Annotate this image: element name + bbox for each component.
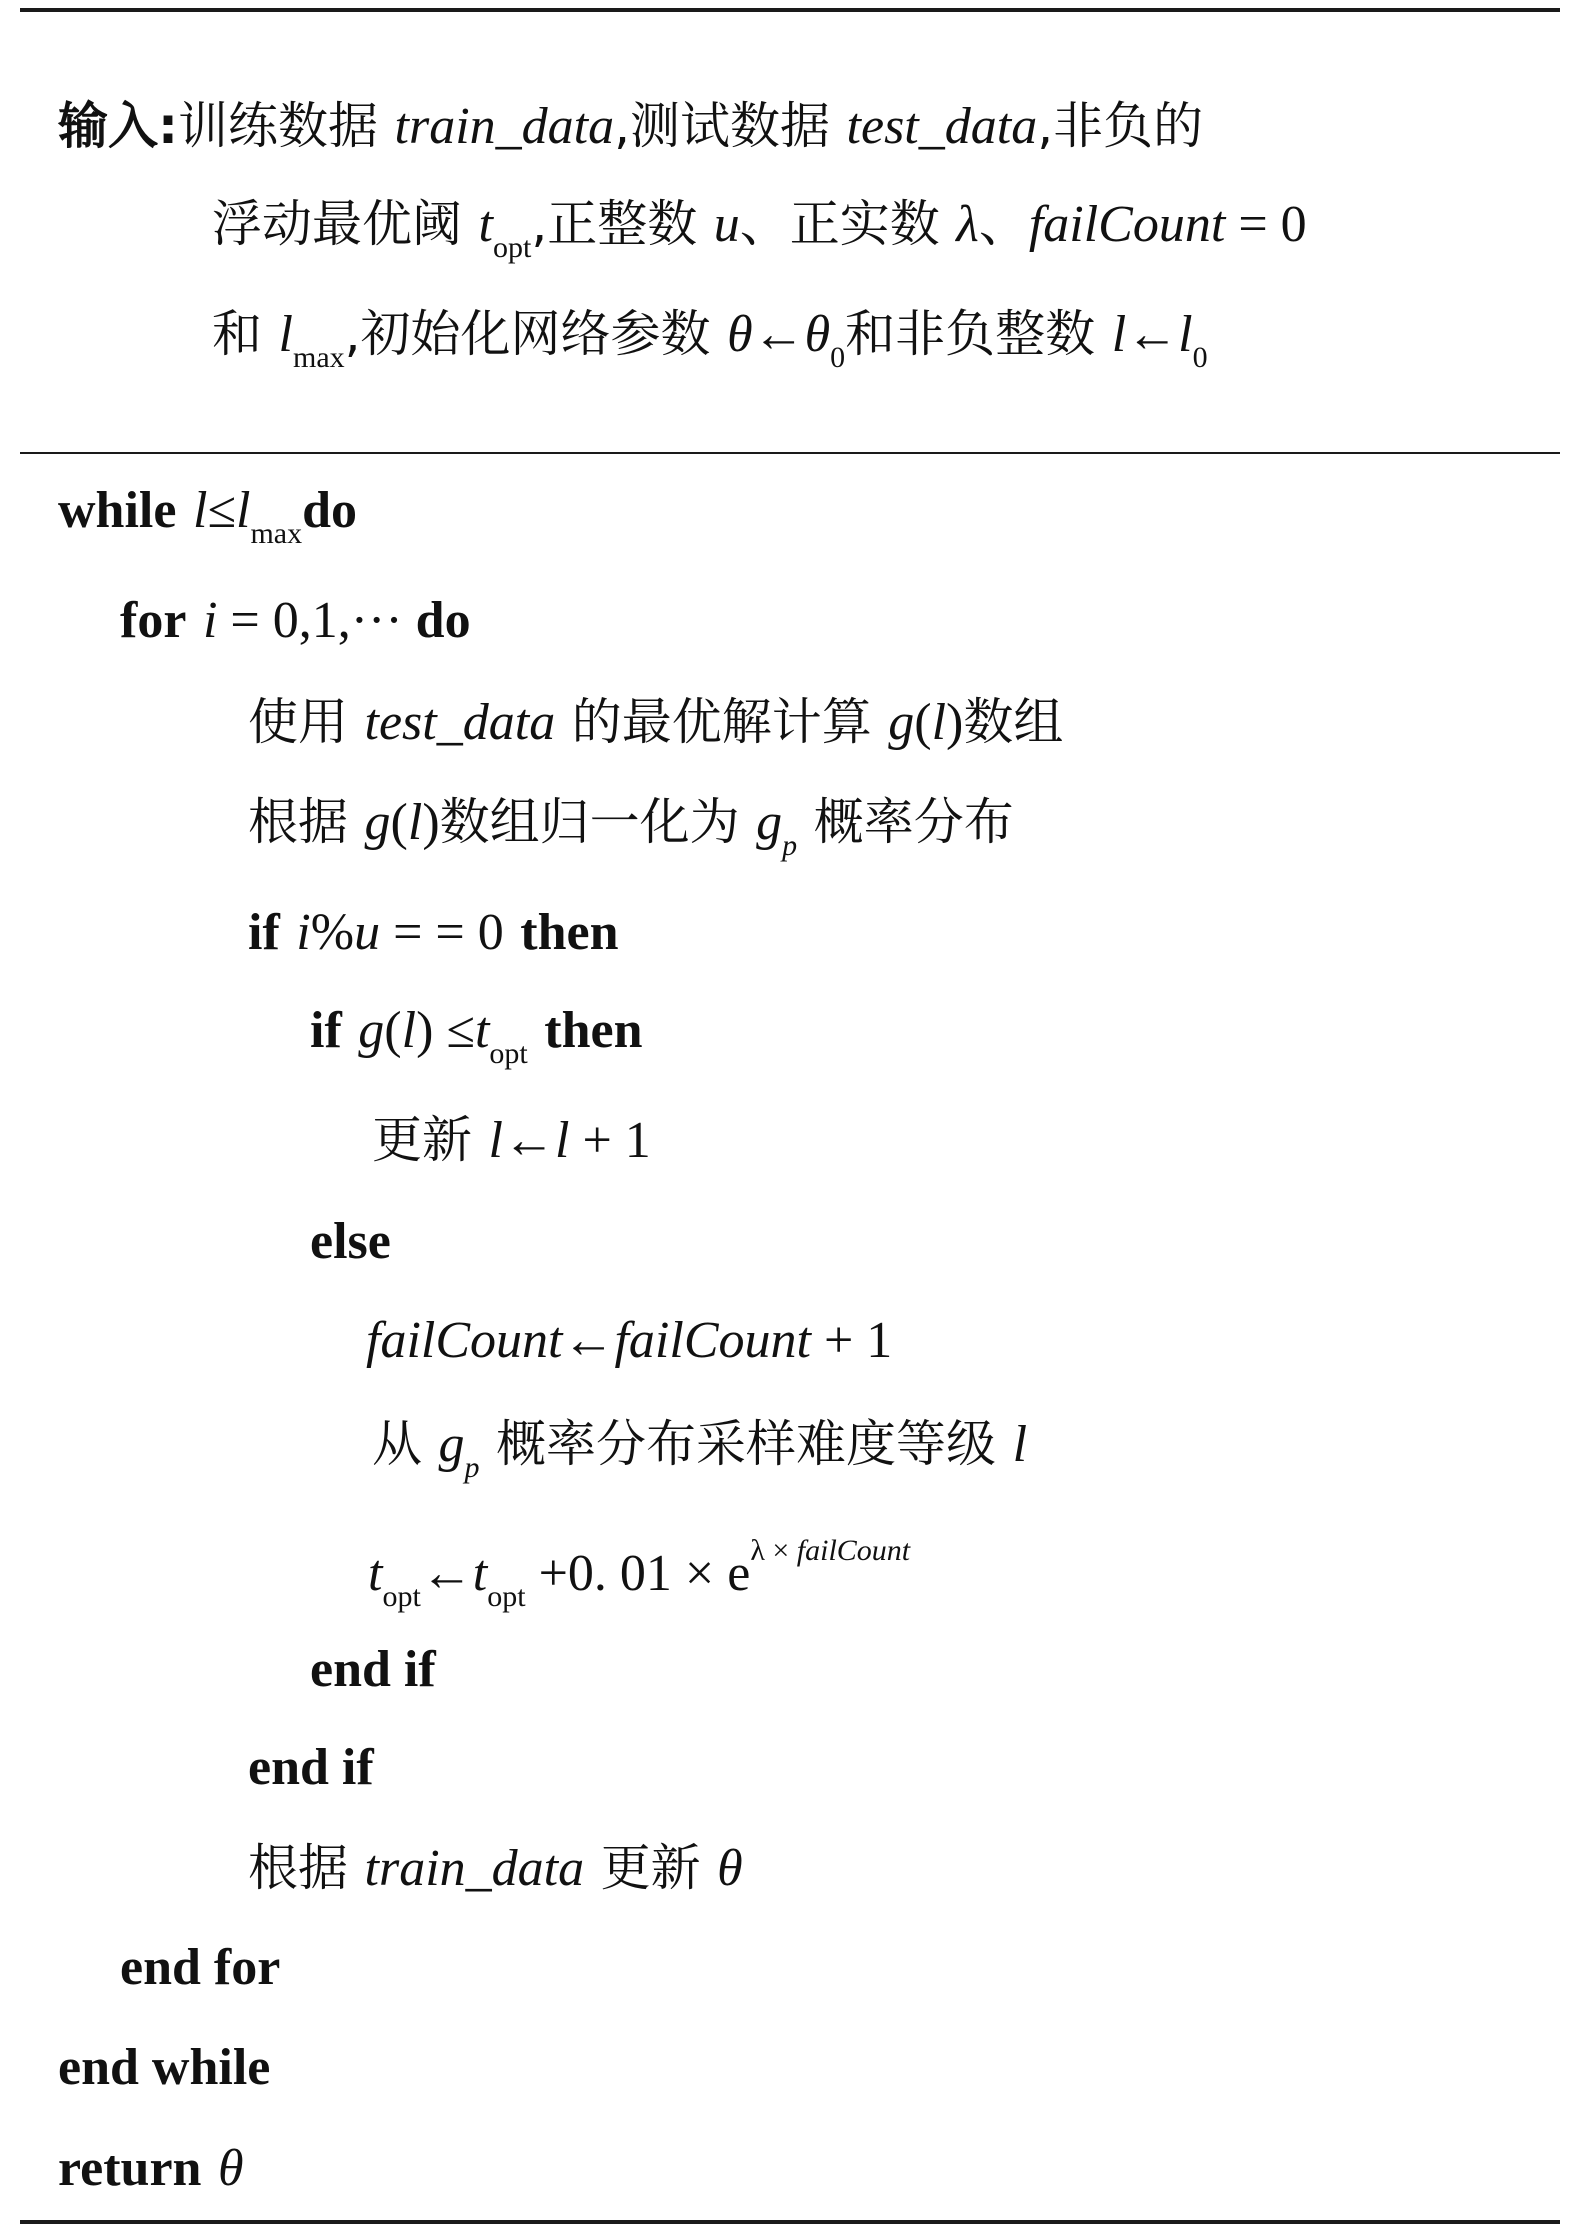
- update-l-line: 更新 l←l + 1: [372, 1111, 651, 1169]
- use-test-data-line: 使用 test_data 的最优解计算 g(l)数组: [248, 693, 1064, 751]
- input-line-2: 浮动最优阈 $t_{opt}$,正整数 u、正实数 λ、failCount = 0: [212, 195, 1307, 264]
- failcount-line: failCount←failCount + 1: [366, 1312, 893, 1369]
- end-if-inner: end if: [310, 1641, 436, 1698]
- input-label: 输入:: [58, 97, 178, 155]
- if-i-mod-u-line: if i%u = = 0 then: [248, 904, 619, 961]
- bottom-rule: [20, 2220, 1560, 2224]
- end-for-line: end for: [120, 1939, 281, 1996]
- input-line-3: 和 $l_{max}$,初始化网络参数 $\theta\leftarrow\theta_0$和非负整数 $l\leftarrow l_0$: [212, 305, 1208, 374]
- normalize-line: 根据 g(l)数组归一化为 $g_p$ 概率分布: [248, 793, 1014, 862]
- if-g-le-topt-line: if $g(l) \le t_{opt}$ then: [310, 1002, 643, 1070]
- while-line: while $l\le l_{max}do$: [58, 482, 358, 550]
- end-while-line: end while: [58, 2039, 271, 2096]
- else-line: else: [310, 1213, 391, 1270]
- for-line: for i = 0,1,··· do: [120, 592, 471, 649]
- end-if-outer: end if: [248, 1739, 374, 1796]
- top-rule: [20, 8, 1560, 12]
- return-line: return θ: [58, 2140, 244, 2197]
- topt-update-line: $t_{opt}\leftarrow t_{opt} +0$. $01 \times e^{\lambda \times failCount}$: [368, 1534, 911, 1613]
- update-theta-line: 根据 train_data 更新 θ: [248, 1839, 743, 1897]
- sample-line: 从 $g_p$ 概率分布采样难度等级 l: [372, 1415, 1028, 1484]
- middle-rule: [20, 452, 1560, 454]
- input-line-1: 输入:训练数据 train_data,测试数据 test_data,非负的: [58, 97, 1204, 155]
